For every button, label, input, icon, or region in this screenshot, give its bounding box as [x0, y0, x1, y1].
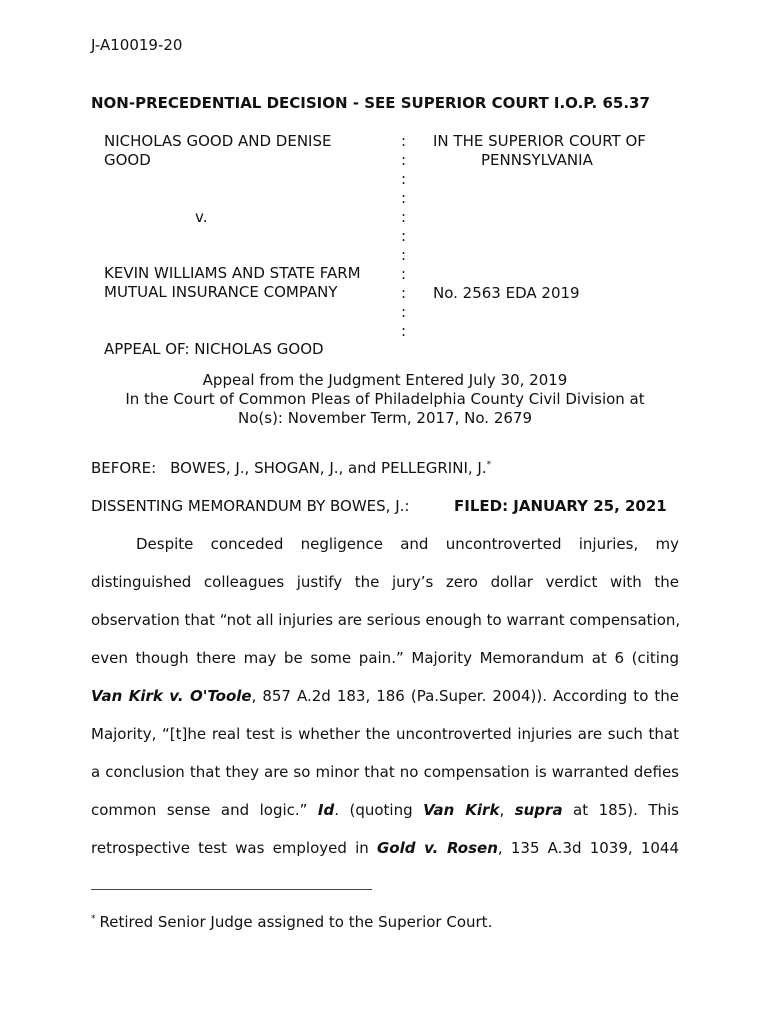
versus-label: v.: [195, 208, 208, 226]
appeal-of-label: APPEAL OF: NICHOLAS GOOD: [104, 340, 324, 358]
body-line-text: retrospective test was employed in: [91, 839, 377, 857]
caption-colon-column: [401, 132, 406, 341]
body-line: [91, 800, 679, 838]
before-label: BEFORE:: [91, 459, 157, 477]
caption-colon: :: [401, 189, 407, 207]
body-line: a conclusion that they are so minor that no compensation is warranted defies: [91, 763, 679, 781]
caption-colon: :: [401, 265, 407, 283]
supra-citation: supra: [514, 801, 563, 819]
body-line: [91, 534, 679, 572]
court-line-1: IN THE SUPERIOR COURT OF: [433, 132, 646, 150]
appeal-from-line-3: No(s): November Term, 2017, No. 2679: [238, 409, 532, 427]
plaintiff-line-1: NICHOLAS GOOD AND DENISE: [104, 132, 332, 150]
body-line-text: Despite conceded negligence and uncontroverted injuries, my: [136, 535, 679, 553]
body-line-text: . (quoting: [334, 801, 424, 819]
plaintiff-block: [104, 132, 331, 170]
court-name-block: [433, 132, 646, 170]
footnote: [91, 913, 492, 931]
case-citation: Van Kirk: [423, 801, 500, 819]
body-line-text: , 857 A.2d 183, 186 (Pa.Super. 2004)). According to the: [251, 687, 679, 705]
body-line-text: at 185). This: [562, 801, 680, 819]
before-line: [91, 459, 491, 477]
footnote-reference-mark: *: [486, 460, 492, 470]
caption-colon: :: [401, 208, 407, 226]
footnote-text: Retired Senior Judge assigned to the Superior Court.: [99, 913, 493, 931]
body-line: observation that “not all injuries are serious enough to warrant compensation,: [91, 611, 681, 629]
body-line-text: ,: [499, 801, 515, 819]
filed-date: FILED: JANUARY 25, 2021: [454, 497, 667, 515]
footnote-mark: *: [91, 914, 96, 924]
body-line: [91, 838, 679, 876]
body-line-text: common sense and logic.”: [91, 801, 318, 819]
appeal-from-line-1: Appeal from the Judgment Entered July 30, 2019: [202, 371, 568, 389]
defendant-block: [104, 264, 361, 302]
body-line-text: , 135 A.3d 1039, 1044: [497, 839, 680, 857]
decision-header: NON-PRECEDENTIAL DECISION - SEE SUPERIOR COURT I.O.P. 65.37: [91, 94, 650, 112]
caption-colon: :: [401, 303, 407, 321]
caption-colon: :: [401, 227, 407, 245]
appeal-from-line-2: In the Court of Common Pleas of Philadelphia County Civil Division at: [125, 390, 645, 408]
document-id: J-A10019-20: [91, 36, 183, 54]
court-line-2: PENNSYLVANIA: [481, 151, 593, 169]
case-citation: Gold v. Rosen: [376, 839, 498, 857]
body-line: Majority, “[t]he real test is whether the uncontroverted injuries are such that: [91, 725, 679, 743]
footnote-divider: [91, 889, 372, 890]
id-citation: Id: [317, 801, 335, 819]
caption-colon: :: [401, 322, 407, 340]
body-line: even though there may be some pain.” Majority Memorandum at 6 (citing: [91, 649, 679, 667]
defendant-line-1: KEVIN WILLIAMS AND STATE FARM: [104, 264, 361, 282]
memorandum-title: DISSENTING MEMORANDUM BY BOWES, J.:: [91, 497, 410, 515]
body-line: [91, 686, 679, 724]
memorandum-body: [91, 534, 679, 876]
caption-colon: :: [401, 284, 407, 302]
docket-number: No. 2563 EDA 2019: [433, 284, 580, 302]
panel-judges: BOWES, J., SHOGAN, J., and PELLEGRINI, J.: [170, 459, 487, 477]
caption-colon: :: [401, 246, 407, 264]
defendant-line-2: MUTUAL INSURANCE COMPANY: [104, 283, 338, 301]
appeal-from-block: [0, 371, 770, 428]
caption-colon: :: [401, 170, 407, 188]
caption-colon: :: [401, 151, 407, 169]
case-citation: Van Kirk v. O'Toole: [91, 687, 252, 705]
caption-colon: :: [401, 132, 407, 150]
body-line: distinguished colleagues justify the jury’s zero dollar verdict with the: [91, 573, 679, 591]
plaintiff-line-2: GOOD: [104, 151, 151, 169]
